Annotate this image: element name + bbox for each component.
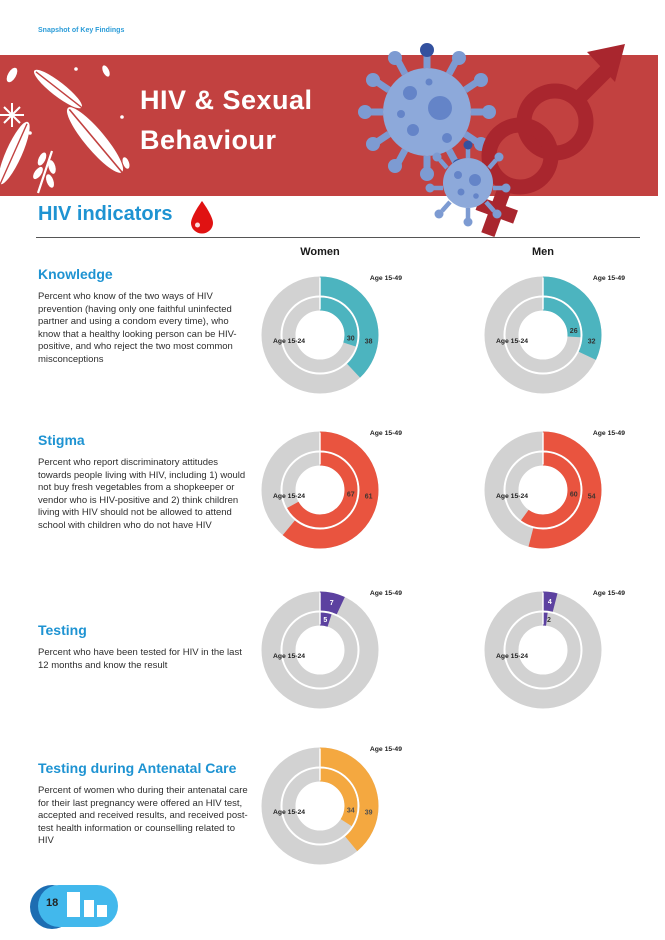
svg-text:30: 30 bbox=[346, 335, 355, 343]
svg-text:Age 15-49: Age 15-49 bbox=[592, 430, 625, 437]
eyebrow-text: Snapshot of Key Findings bbox=[38, 27, 125, 34]
svg-text:39: 39 bbox=[364, 809, 373, 817]
section-heading-knowledge: Knowledge bbox=[38, 266, 113, 282]
section-description-knowledge: Percent who know of the two ways of HIV prevention (having only one faithful uninfected partner and using a condom every time), who know that a healthy looking person can be HIV-positive, and who reject the two most common misconceptions bbox=[38, 291, 237, 365]
section-heading-testing: Testing bbox=[38, 622, 87, 638]
page-title-line1: HIV & Sexual bbox=[140, 85, 313, 115]
section-description-stigma: Percent who report discriminatory attitudes towards people living with HIV, including 1) would not buy fresh vegetables from a shopkeeper or vendor who is HIV-positive and 2) think children living with HIV should not be allowed to attend school with children who do not have HIV bbox=[38, 457, 246, 531]
donut-chart-stigma-women bbox=[252, 424, 404, 556]
svg-text:32: 32 bbox=[587, 338, 596, 346]
donut-chart-antenatal-women bbox=[252, 740, 404, 872]
divider-line bbox=[36, 237, 640, 238]
column-header-women: Women bbox=[300, 246, 340, 258]
svg-text:Age 15-24: Age 15-24 bbox=[272, 809, 306, 816]
column-header-men: Men bbox=[532, 246, 554, 258]
blood-drop-icon bbox=[190, 200, 214, 234]
svg-text:7: 7 bbox=[329, 599, 334, 607]
svg-text:Age 15-24: Age 15-24 bbox=[495, 338, 529, 345]
donut-chart-knowledge-men bbox=[475, 269, 627, 401]
section-title-hiv-indicators: HIV indicators bbox=[38, 203, 173, 225]
svg-text:Age 15-49: Age 15-49 bbox=[592, 275, 625, 282]
svg-text:Age 15-49: Age 15-49 bbox=[592, 590, 625, 597]
svg-text:Age 15-49: Age 15-49 bbox=[369, 430, 402, 437]
svg-text:60: 60 bbox=[569, 491, 578, 499]
svg-text:Age 15-24: Age 15-24 bbox=[272, 493, 306, 500]
svg-text:67: 67 bbox=[346, 491, 355, 499]
donut-chart-stigma-men bbox=[475, 424, 627, 556]
title-banner bbox=[0, 55, 658, 196]
page-number: 18 bbox=[46, 897, 59, 909]
section-description-testing: Percent who have been tested for HIV in the last 12 months and know the result bbox=[38, 647, 242, 671]
svg-text:Age 15-24: Age 15-24 bbox=[272, 653, 306, 660]
svg-text:Age 15-24: Age 15-24 bbox=[495, 653, 529, 660]
footer-logo bbox=[28, 882, 120, 934]
svg-text:5: 5 bbox=[323, 617, 328, 624]
section-description-antenatal: Percent of women who during their antenatal care for their last pregnancy were offered an HIV test, accepted and received results, and received post-test health information or counselling related to HIV bbox=[38, 785, 248, 847]
svg-text:38: 38 bbox=[364, 338, 373, 346]
svg-text:54: 54 bbox=[587, 493, 596, 501]
svg-text:Age 15-49: Age 15-49 bbox=[369, 590, 402, 597]
page-title bbox=[140, 80, 313, 160]
donut-chart-knowledge-women bbox=[252, 269, 404, 401]
svg-text:Age 15-49: Age 15-49 bbox=[369, 746, 402, 753]
svg-text:Age 15-24: Age 15-24 bbox=[495, 493, 529, 500]
donut-chart-testing-men bbox=[475, 584, 627, 716]
svg-text:61: 61 bbox=[364, 493, 373, 501]
svg-text:Age 15-49: Age 15-49 bbox=[369, 275, 402, 282]
donut-chart-testing-women bbox=[252, 584, 404, 716]
section-heading-antenatal: Testing during Antenatal Care bbox=[38, 760, 237, 776]
svg-text:26: 26 bbox=[569, 328, 578, 335]
section-heading-stigma: Stigma bbox=[38, 432, 85, 448]
svg-text:34: 34 bbox=[346, 807, 355, 815]
svg-text:Age 15-24: Age 15-24 bbox=[272, 338, 306, 345]
page-title-line2: Behaviour bbox=[140, 125, 277, 155]
svg-text:2: 2 bbox=[547, 617, 551, 625]
svg-text:4: 4 bbox=[547, 599, 552, 606]
